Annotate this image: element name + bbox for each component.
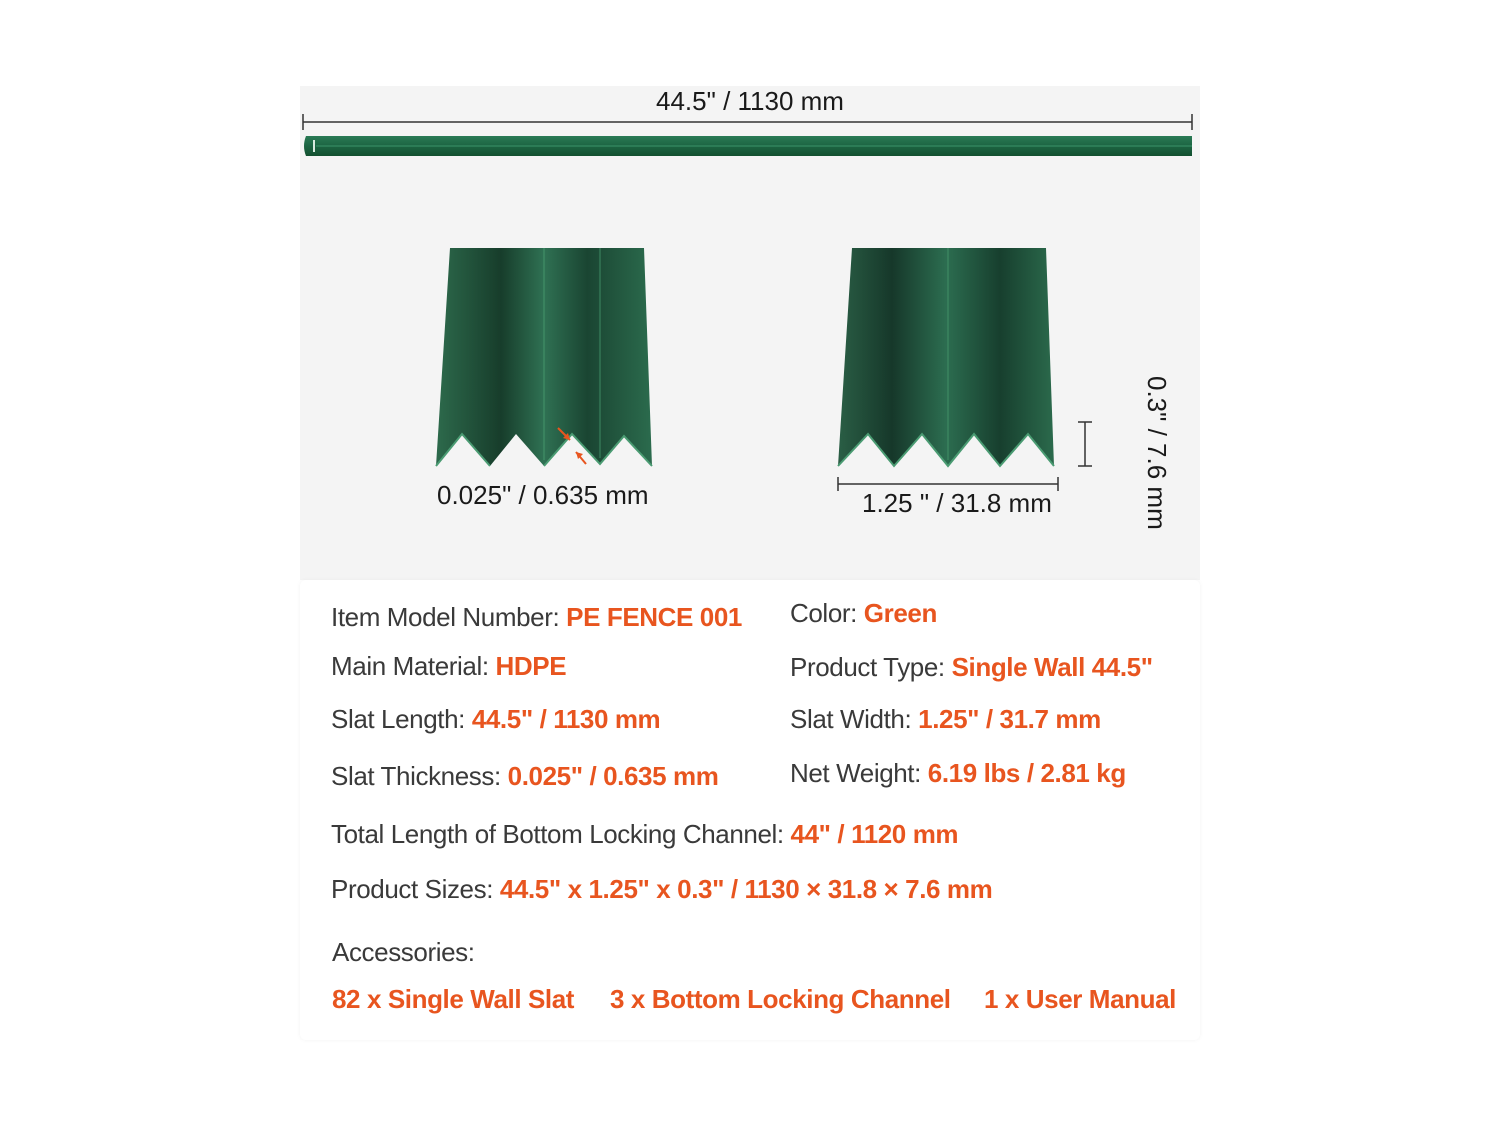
long-slat-image bbox=[300, 132, 1200, 162]
height-dimension-line bbox=[1077, 420, 1093, 470]
spec-thickness: Slat Thickness: 0.025" / 0.635 mm bbox=[331, 761, 719, 791]
accessory-item: 1 x User Manual bbox=[984, 984, 1176, 1014]
slat-profile-thickness bbox=[432, 246, 672, 476]
spec-weight: Net Weight: 6.19 lbs / 2.81 kg bbox=[790, 758, 1126, 788]
accessory-item: 82 x Single Wall Slat bbox=[332, 984, 575, 1014]
slat-profile-width bbox=[836, 246, 1066, 476]
spec-length: Slat Length: 44.5" / 1130 mm bbox=[331, 704, 661, 734]
product-photo-area bbox=[300, 86, 1200, 580]
accessory-item: 3 x Bottom Locking Channel bbox=[610, 984, 951, 1014]
length-dimension-label: 44.5" / 1130 mm bbox=[656, 86, 844, 116]
width-dimension-label: 1.25 " / 31.8 mm bbox=[862, 488, 1052, 518]
height-dimension-label: 0.3" / 7.6 mm bbox=[1142, 376, 1172, 530]
specifications-panel bbox=[300, 580, 1200, 1040]
spec-model: Item Model Number: PE FENCE 001 bbox=[331, 602, 742, 632]
spec-channel-length: Total Length of Bottom Locking Channel: 44" / 1120 mm bbox=[331, 819, 959, 849]
spec-color: Color: Green bbox=[790, 598, 937, 628]
product-spec-card bbox=[300, 86, 1200, 1040]
spec-material: Main Material: HDPE bbox=[331, 651, 567, 681]
thickness-arrows bbox=[554, 426, 594, 466]
thickness-dimension-label: 0.025" / 0.635 mm bbox=[437, 480, 649, 510]
spec-type: Product Type: Single Wall 44.5" bbox=[790, 652, 1153, 682]
spec-width: Slat Width: 1.25" / 31.7 mm bbox=[790, 704, 1101, 734]
accessories-label: Accessories: bbox=[332, 937, 475, 967]
spec-product-sizes: Product Sizes: 44.5" x 1.25" x 0.3" / 1130 × 31.8 × 7.6 mm bbox=[331, 874, 993, 904]
